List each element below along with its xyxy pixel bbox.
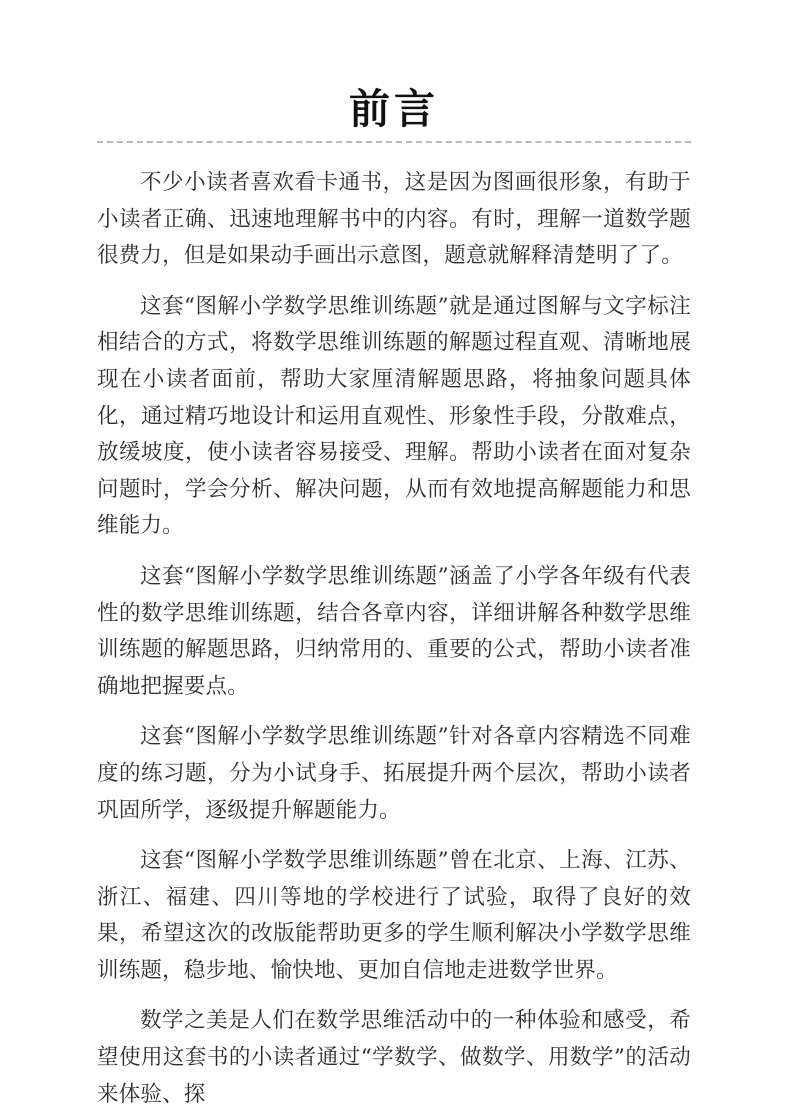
page-content (97, 0, 691, 1113)
paragraph: 这套“图解小学数学思维训练题”针对各章内容精选不同难度的练习题，分为小试身手、拓展提升两个层次，帮助小读者巩固所学，逐级提升解题能力。 (97, 724, 691, 823)
paragraph: 不少小读者喜欢看卡通书，这是因为图画很形象，有助于小读者正确、迅速地理解书中的内容。有时，理解一道数学题很费力，但是如果动手画出示意图，题意就解释清楚明了了。 (97, 170, 691, 269)
paragraph: 数学之美是人们在数学思维活动中的一种体验和感受，希望使用这套书的小读者通过“学数学、做数学、用数学”的活动来体验、探 (97, 1008, 691, 1107)
body-text (97, 165, 691, 1113)
paragraph: 这套“图解小学数学思维训练题”曾在北京、上海、江苏、浙江、福建、四川等地的学校进行了试验，取得了良好的效果，希望这次的改版能帮助更多的学生顺利解决小学数学思维训练题，稳步地、愉快地、更加自信地走进数学世界。 (97, 848, 691, 983)
page-title: 前言 (349, 85, 439, 133)
paragraph: 这套“图解小学数学思维训练题”涵盖了小学各年级有代表性的数学思维训练题，结合各章内容，详细讲解各种数学思维训练题的解题思路，归纳常用的、重要的公式，帮助小读者准确地把握要点。 (97, 563, 691, 699)
title-divider (97, 141, 691, 143)
paragraph: 这套“图解小学数学思维训练题”就是通过图解与文字标注相结合的方式，将数学思维训练题的解题过程直观、清晰地展现在小读者面前，帮助大家厘清解题思路，将抽象问题具体化，通过精巧地设计和运用直观性、形象性手段，分散难点，放缓坡度，使小读者容易接受、理解。帮助小读者在面对复杂问题时，学会分析、解决问题，从而有效地提高解题能力和思维能力。 (97, 293, 691, 539)
